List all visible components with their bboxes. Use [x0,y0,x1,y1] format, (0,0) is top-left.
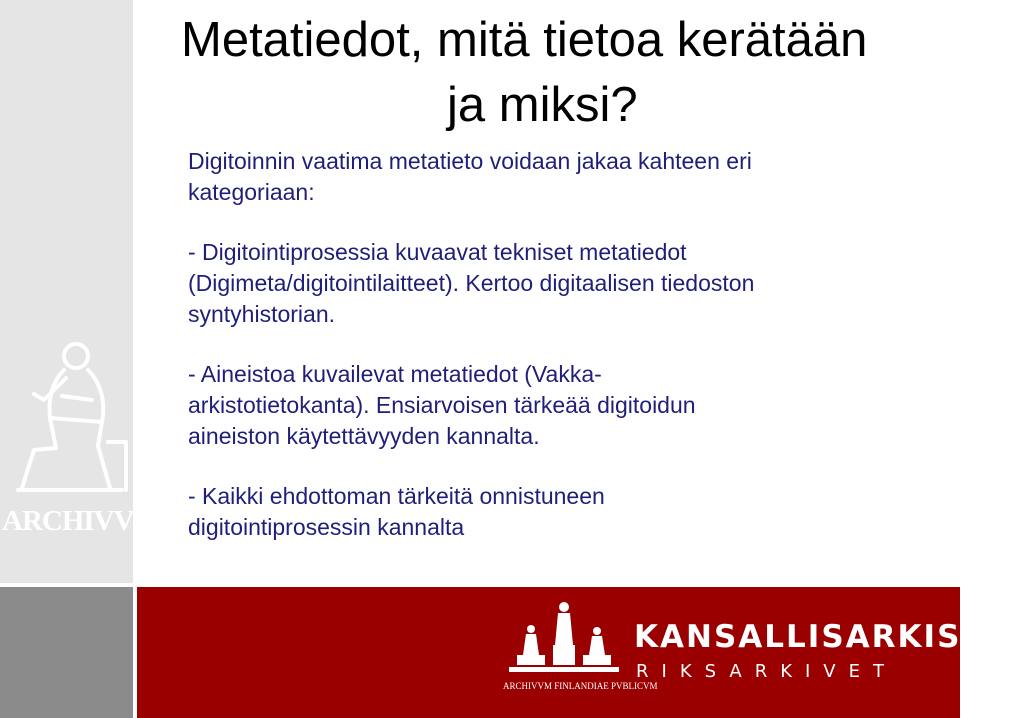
brand-name: KANSALLISARKISTO [634,619,1013,655]
archivum-logo-text: ARCHIVVM [2,505,160,537]
slide-title-line-2: ja miksi? [447,78,638,132]
brand-subtitle: RIKSARKIVET [636,661,897,682]
paragraph-conclusion: - Kaikki ehdottoman tärkeitä onnistuneen digitointiprosessin kannalta [188,483,605,540]
footer-motto: ARCHIVVM FINLANDIAE PVBLICVM [503,681,658,691]
paragraph-technical-metadata: - Digitointiprosessia kuvaavat tekniset metatiedot (Digimeta/digitointilaitteet). Kertoo digitaalisen tiedoston syntyhistorian. [188,239,755,327]
paragraph-intro: Digitoinnin vaatima metatieto voidaan jakaa kahteen eri kategoriaan: [188,148,752,205]
seated-statue-icon [4,338,129,498]
statue-group-icon [509,599,619,679]
slide-title-line-1: Metatiedot, mitä tietoa kerätään [181,13,868,67]
footer-banner [137,587,1013,718]
footer-grey-block [0,587,133,718]
sidebar-panel [0,0,160,583]
paragraph-descriptive-metadata: - Aineistoa kuvailevat metatiedot (Vakka- arkistotietokanta). Ensiarvoisen tärkeää digitoidun aineiston käytettävyyden kannalta. [188,361,696,449]
slide-body [188,146,948,572]
